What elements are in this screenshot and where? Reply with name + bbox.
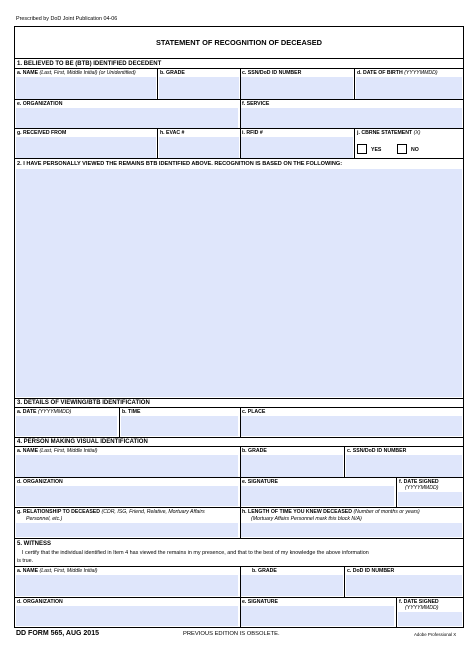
s1-received-from-label: g. RECEIVED FROM <box>17 130 67 136</box>
s1-evac-label: h. EVAC # <box>160 130 185 136</box>
s1-received-from-field[interactable] <box>16 137 156 158</box>
s1-cbrne-label: j. CBRNE STATEMENT (X) <box>357 130 421 136</box>
section-4-header: 4. PERSON MAKING VISUAL IDENTIFICATION <box>17 439 148 445</box>
s1-dob-field[interactable] <box>356 77 462 99</box>
s1-service-label: f. SERVICE <box>242 101 270 107</box>
s5-date-signed-hint: (YYYYMMDD) <box>405 605 439 611</box>
cbrne-no-label: NO <box>411 147 419 153</box>
s4-organization-label: d. ORGANIZATION <box>17 479 63 485</box>
s5-grade-field[interactable] <box>241 575 343 596</box>
s1-name-label: a. NAME (Last, First, Middle Initial) (or Unidentified) <box>17 70 136 76</box>
section-2-header: 2. I HAVE PERSONALLY VIEWED THE REMAINS BTB IDENTIFIED ABOVE. RECOGNITION IS BASED ON THE FOLLOWING: <box>17 161 343 167</box>
s4-relationship-hint: Personnel, etc.) <box>26 516 63 522</box>
s4-ssn-field[interactable] <box>346 455 462 477</box>
section-3-header: 3. DETAILS OF VIEWING/BTB IDENTIFICATION <box>17 400 150 406</box>
s4-grade-field[interactable] <box>241 455 343 477</box>
s4-relationship-field[interactable] <box>16 523 238 537</box>
prescribed-by: Prescribed by DoD Joint Publication 04-06 <box>16 16 118 22</box>
s1-rfid-field[interactable] <box>241 137 353 158</box>
s4-date-signed-field[interactable] <box>398 492 462 506</box>
s1-organization-label: e. ORGANIZATION <box>17 101 63 107</box>
s5-date-signed-label: f. DATE SIGNED <box>399 599 439 605</box>
s3-time-field[interactable] <box>121 416 238 436</box>
s4-relationship-label: g. RELATIONSHIP TO DECEASED (CDR, ISG, Friend, Relative, Mortuary Affairs <box>17 509 205 515</box>
s4-organization-field[interactable] <box>16 486 238 506</box>
cbrne-yes-checkbox[interactable] <box>357 144 367 154</box>
s4-signature-field[interactable] <box>241 486 394 506</box>
section-1-header: 1. BELIEVED TO BE (BTB) IDENTIFIED DECEDENT <box>17 61 162 67</box>
s5-organization-label: d. ORGANIZATION <box>17 599 63 605</box>
s3-date-field[interactable] <box>16 416 117 436</box>
s5-signature-label: e. SIGNATURE <box>242 599 278 605</box>
s4-length-field[interactable] <box>241 523 462 537</box>
s4-date-signed-label: f. DATE SIGNED <box>399 479 439 485</box>
s1-service-field[interactable] <box>241 108 462 128</box>
s3-place-label: c. PLACE <box>242 409 266 415</box>
s5-grade-label: b. GRADE <box>252 568 277 574</box>
s4-signature-label: e. SIGNATURE <box>242 479 278 485</box>
witness-certification-line1: I certify that the individual identified in Item 4 has viewed the remains in my presence, and that to the best of my knowledge the above information <box>22 550 369 556</box>
s4-length-hint: (Mortuary Affairs Personnel mark this block N/A) <box>251 516 362 522</box>
s5-signature-field[interactable] <box>241 606 394 626</box>
s1-name-field[interactable] <box>16 77 156 99</box>
s1-ssn-label: c. SSN/DoD ID NUMBER <box>242 70 302 76</box>
previous-edition-note: PREVIOUS EDITION IS OBSOLETE. <box>183 631 280 637</box>
s1-grade-label: b. GRADE <box>160 70 185 76</box>
software-note: Adobe Professional X <box>414 632 457 637</box>
recognition-basis-field[interactable] <box>16 169 462 397</box>
form-number: DD FORM 565, AUG 2015 <box>16 630 99 637</box>
s5-name-label: a. NAME (Last, First, Middle Initial) <box>17 568 98 574</box>
s1-dob-label: d. DATE OF BIRTH (YYYYMMDD) <box>357 70 438 76</box>
s1-rfid-label: i. RFID # <box>242 130 263 136</box>
s1-grade-field[interactable] <box>159 77 239 99</box>
s1-ssn-field[interactable] <box>241 77 353 99</box>
s4-name-field[interactable] <box>16 455 238 477</box>
s1-evac-field[interactable] <box>159 137 239 158</box>
s3-time-label: b. TIME <box>122 409 141 415</box>
s1-organization-field[interactable] <box>16 108 238 128</box>
section-5-header: 5. WITNESS <box>17 541 52 547</box>
cbrne-no-checkbox[interactable] <box>397 144 407 154</box>
s5-name-field[interactable] <box>16 575 238 596</box>
s4-date-signed-hint: (YYYYMMDD) <box>405 485 439 491</box>
s5-dod-id-label: c. DoD ID NUMBER <box>347 568 395 574</box>
s5-organization-field[interactable] <box>16 606 238 626</box>
form-title: STATEMENT OF RECOGNITION OF DECEASED <box>155 38 323 47</box>
s5-dod-id-field[interactable] <box>346 575 462 596</box>
witness-certification-line2: is true. <box>17 558 34 564</box>
s3-place-field[interactable] <box>241 416 462 436</box>
s4-length-label: h. LENGTH OF TIME YOU KNEW DECEASED (Number of months or years) <box>242 509 420 515</box>
s4-grade-label: b. GRADE <box>242 448 267 454</box>
s5-date-signed-field[interactable] <box>398 612 462 626</box>
s4-name-label: a. NAME (Last, First, Middle Initial) <box>17 448 98 454</box>
s3-date-label: a. DATE (YYYYMMDD) <box>17 409 72 415</box>
s4-ssn-label: c. SSN/DoD ID NUMBER <box>347 448 407 454</box>
cbrne-yes-label: YES <box>371 147 382 153</box>
